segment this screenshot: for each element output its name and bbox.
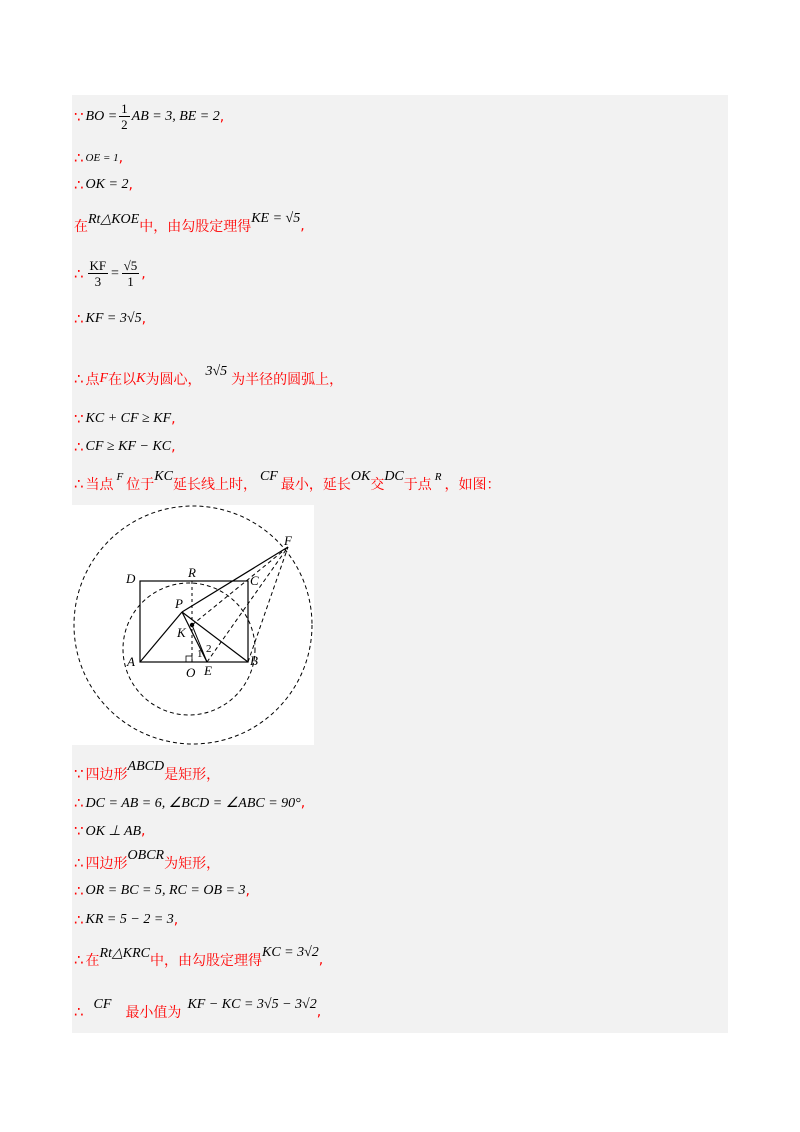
math-expression: 3√5 [205,364,228,379]
text: 为圆心， [145,372,202,388]
text: 交 [370,477,385,493]
fraction-denominator: 3 [94,274,102,289]
label-a: A [127,654,135,669]
math-expression: BO = [85,108,118,124]
step-9 [74,438,176,456]
punctuation: , [118,150,124,166]
text: 在 [85,953,100,969]
segment-kf [192,547,288,625]
punctuation: , [141,265,146,282]
math-expression: ABCD [127,759,165,774]
label-e: E [204,663,212,678]
therefore-symbol: ∴ [74,310,84,328]
math-expression: KR = 5 − 2 = 3 [85,912,174,927]
label-angle-2: 2 [206,643,212,655]
text: 在以 [108,372,137,388]
because-symbol: ∵ [74,765,84,783]
variable: CF [259,469,278,484]
step-13 [74,822,146,840]
punctuation: , [300,795,306,811]
text: 为半径的圆弧上， [231,372,344,388]
fraction-numerator: √5 [123,258,138,273]
therefore-symbol: ∴ [74,264,84,283]
fraction-denominator: 1 [127,274,134,289]
punctuation: , [318,952,324,968]
segment-ap [140,612,182,662]
step-1 [74,101,224,132]
math-expression: CF ≥ KF − KC [85,439,172,454]
segment-bf [248,547,288,662]
math-expression: Rt△KOE [88,211,140,227]
geometry-diagram [72,505,314,745]
text: 最小值为 [125,1005,182,1021]
math-expression: KC = 3√2 [261,945,319,960]
punctuation: , [171,439,176,455]
variable: F [99,371,109,386]
punctuation: , [300,218,305,234]
therefore-symbol: ∴ [74,475,84,493]
math-expression: OBCR [127,848,165,863]
step-16 [74,911,178,929]
text: 中，由勾股定理得 [149,953,262,969]
therefore-symbol: ∴ [74,438,84,456]
step-17 [74,945,324,970]
variable: R [434,471,442,483]
therefore-symbol: ∴ [74,370,84,388]
because-symbol: ∵ [74,107,84,126]
step-2 [74,149,123,167]
punctuation: , [171,411,176,427]
step-8 [74,410,176,428]
punctuation: , [141,311,147,327]
equals-sign: = [110,265,120,281]
fraction [88,258,109,289]
text: 四边形 [85,856,128,872]
variable: F [116,471,124,483]
step-6 [74,310,146,328]
text: 点 [85,372,100,388]
text: 最小，延长 [280,477,351,493]
text: 中，由勾股定理得 [139,219,252,235]
math-expression: CF [93,997,112,1012]
step-7 [74,364,344,389]
math-expression: OK = 2 [85,177,129,192]
punctuation: , [245,883,250,899]
label-c: C [250,573,259,588]
fraction-denominator: 2 [121,117,128,132]
step-10 [74,469,501,494]
label-k: K [177,625,186,640]
label-r: R [188,565,196,580]
step-11 [74,759,221,784]
math-expression: KC + CF ≥ KF [85,411,172,426]
segment-pf [182,547,288,612]
geometry-figure [72,505,314,745]
right-angle-mark [186,656,192,662]
fraction [122,258,140,289]
fraction [119,101,130,132]
punctuation: , [173,912,179,928]
because-symbol: ∵ [74,822,84,840]
math-expression: Rt△KRC [99,945,150,961]
text: ，如图： [444,477,501,493]
math-expression: OE = 1 [85,152,119,164]
math-expression: KF − KC = 3√5 − 3√2 [187,997,317,1012]
step-3 [74,176,133,194]
text: 是矩形， [164,767,221,783]
text: 四边形 [85,767,128,783]
therefore-symbol: ∴ [74,1003,84,1021]
because-symbol: ∵ [74,410,84,428]
math-expression: KE = √5 [251,211,301,226]
text: 位于 [126,477,155,493]
math-expression: AB = 3, BE = 2 [131,108,220,124]
point-k [190,623,194,627]
punctuation: , [128,177,133,193]
step-14 [74,848,221,873]
fraction-numerator: 1 [121,101,128,116]
therefore-symbol: ∴ [74,882,84,900]
therefore-symbol: ∴ [74,951,84,969]
label-d: D [126,571,136,586]
step-15 [74,882,250,900]
math-expression: OK ⊥ AB [85,823,142,839]
therefore-symbol: ∴ [74,176,84,194]
variable: K [136,371,146,386]
text: 延长线上时， [172,477,257,493]
step-5 [74,258,146,289]
label-o: O [186,665,196,680]
punctuation: , [219,108,225,125]
segment-pe [182,612,207,662]
punctuation: , [141,823,146,839]
step-18 [74,997,322,1022]
label-p: P [175,596,183,611]
text: 当点 [85,477,114,493]
label-f: F [284,533,292,548]
variable: KC [154,469,173,484]
variable: OK [350,469,371,484]
math-expression: OR = BC = 5, RC = OB = 3 [85,883,246,898]
fraction-numerator: KF [89,258,107,273]
text: 于点 [403,477,432,493]
math-expression: KF = 3√5 [85,311,142,326]
text: 在 [74,219,88,235]
punctuation: , [316,1004,322,1020]
therefore-symbol: ∴ [74,149,84,167]
text: 为矩形， [164,856,221,872]
step-4 [74,211,305,236]
therefore-symbol: ∴ [74,794,84,812]
step-12 [74,794,305,812]
label-angle-1: 1 [197,648,203,660]
variable: DC [384,469,404,484]
therefore-symbol: ∴ [74,854,84,872]
small-dashed-circle [123,583,255,715]
label-b: B [250,653,258,668]
math-expression: DC = AB = 6, ∠BCD = ∠ABC = 90° [85,795,301,811]
therefore-symbol: ∴ [74,911,84,929]
